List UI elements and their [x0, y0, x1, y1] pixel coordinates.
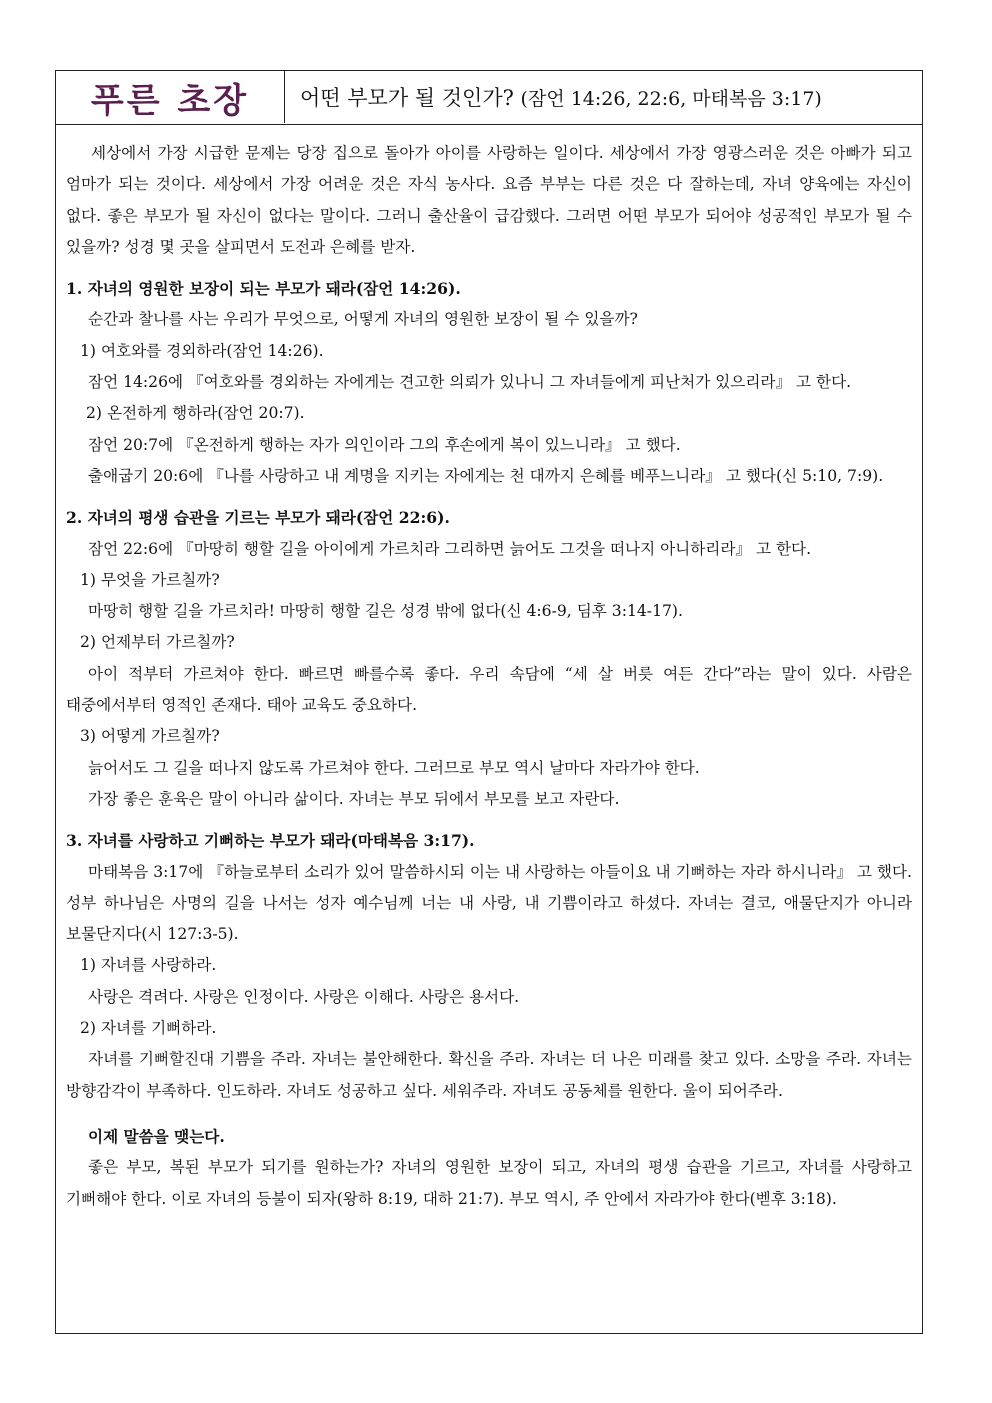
sermon-body — [56, 125, 922, 1333]
section-1-line: 잠언 14:26에 『여호와를 경외하는 자에게는 견고한 의뢰가 있나니 그 자녀들에게 피난처가 있으리라』 고 한다. — [88, 373, 852, 392]
section-3-subheading: 2) 자녀를 기뻐하라. — [80, 1019, 217, 1038]
section-1-line: 출애굽기 20:6에 『나를 사랑하고 내 계명을 지키는 자에게는 천 대까지 은혜를 베푸느니라』 고 했다(신 5:10, 7:9). — [88, 466, 884, 485]
section-1-subheading: 2) 온전하게 행하라(잠언 20:7). — [86, 404, 305, 423]
section-3-heading: 3. 자녀를 사랑하고 기뻐하는 부모가 돼라(마태복음 3:17). — [66, 831, 475, 851]
section-2-subheading: 1) 무엇을 가르칠까? — [80, 570, 220, 589]
section-2-line: 가장 좋은 훈육은 말이 아니라 삶이다. 자녀는 부모 뒤에서 부모를 보고 자란다. — [88, 789, 620, 808]
section-2-subheading: 3) 어떻게 가르칠까? — [80, 727, 220, 746]
section-2-line: 아이 적부터 가르쳐야 한다. 빠르면 빠를수록 좋다. 우리 속담에 “세 살 버릇 여든 간다”라는 말이 있다. 사람은 태중에서부터 영적인 존재다. 태아 교육도 중요하다. — [66, 664, 912, 715]
section-3-subheading: 1) 자녀를 사랑하라. — [80, 956, 217, 975]
brand-title: 푸른 초장 — [90, 80, 250, 121]
section-2-line: 늙어서도 그 길을 떠나지 않도록 가르쳐야 한다. 그러므로 부모 역시 날마다 자라가야 한다. — [88, 758, 700, 777]
brand-box — [56, 71, 285, 123]
section-2-subheading: 2) 언제부터 가르칠까? — [80, 633, 235, 652]
section-2-line: 마땅히 행할 길을 가르치라! 마땅히 행할 길은 성경 밖에 없다(신 4:6-9, 딤후 3:14-17). — [88, 602, 683, 621]
section-1-heading: 1. 자녀의 영원한 보장이 되는 부모가 돼라(잠언 14:26). — [66, 279, 461, 299]
conclusion-paragraph: 좋은 부모, 복된 부모가 되기를 원하는가? 자녀의 영원한 보장이 되고, 자녀의 평생 습관을 기르고, 자녀를 사랑하고 기뻐해야 한다. 이로 자녀의 등불이 되자(왕하 8:19, 대하 21:7). 부모 역시, 주 안에서 자라가야 한다(벧후 3:18). — [66, 1158, 912, 1208]
sermon-title — [300, 71, 822, 123]
section-3-line: 사랑은 격려다. 사랑은 인정이다. 사랑은 이해다. 사랑은 용서다. — [88, 987, 520, 1006]
section-3-line: 자녀를 기뻐할진대 기쁨을 주라. 자녀는 불안해한다. 확신을 주라. 자녀는 더 나은 미래를 찾고 있다. 소망을 주라. 자녀는 방향감각이 부족하다. 인도하라. 자녀도 성공하고 싶다. 세워주라. 자녀도 공동체를 원한다. 울이 되어주라. — [66, 1050, 912, 1100]
section-1-subheading: 1) 여호와를 경외하라(잠언 14:26). — [80, 341, 324, 360]
sermon-reference: (잠언 14:26, 22:6, 마태복음 3:17) — [520, 87, 822, 110]
section-3-line: 마태복음 3:17에 『하늘로부터 소리가 있어 말씀하시되 이는 내 사랑하는 아들이요 내 기뻐하는 자라 하시니라』 고 했다. 성부 하나님은 사명의 길을 나서는 성자 예수님께 너는 내 사랑, 내 기쁨이라고 하셨다. 자녀는 결코, 애물단지가 아니라 보물단지다(시 127:3-5). — [66, 862, 912, 944]
section-1-line: 잠언 20:7에 『온전하게 행하는 자가 의인이라 그의 후손에게 복이 있느니라』 고 했다. — [88, 435, 681, 454]
section-2-heading: 2. 자녀의 평생 습관을 기르는 부모가 돼라(잠언 22:6). — [66, 508, 450, 528]
section-1-line: 순간과 찰나를 사는 우리가 무엇으로, 어떻게 자녀의 영원한 보장이 될 수 있을까? — [88, 310, 638, 329]
sermon-page — [55, 70, 923, 1334]
header-bar — [56, 71, 922, 125]
intro-paragraph: 세상에서 가장 시급한 문제는 당장 집으로 돌아가 아이를 사랑하는 일이다. 세상에서 가장 영광스러운 것은 아빠가 되고 엄마가 되는 것이다. 세상에서 가장 어려운 것은 자식 농사다. 요즘 부부는 다른 것은 다 잘하는데, 자녀 양육에는 자신이 없다. 좋은 부모가 될 자신이 없다는 말이다. 그러니 출산율이 급감했다. 그러면 어떤 부모가 되어야 성공적인 부모가 될 수 있을까? 성경 몇 곳을 살피면서 도전과 은혜를 받자. — [66, 144, 912, 256]
sermon-title-text: 어떤 부모가 될 것인가? — [300, 86, 514, 110]
conclusion-heading: 이제 말씀을 맺는다. — [88, 1126, 225, 1146]
section-2-line: 잠언 22:6에 『마땅히 행할 길을 아이에게 가르치라 그리하면 늙어도 그것을 떠나지 아니하리라』 고 한다. — [88, 539, 812, 558]
